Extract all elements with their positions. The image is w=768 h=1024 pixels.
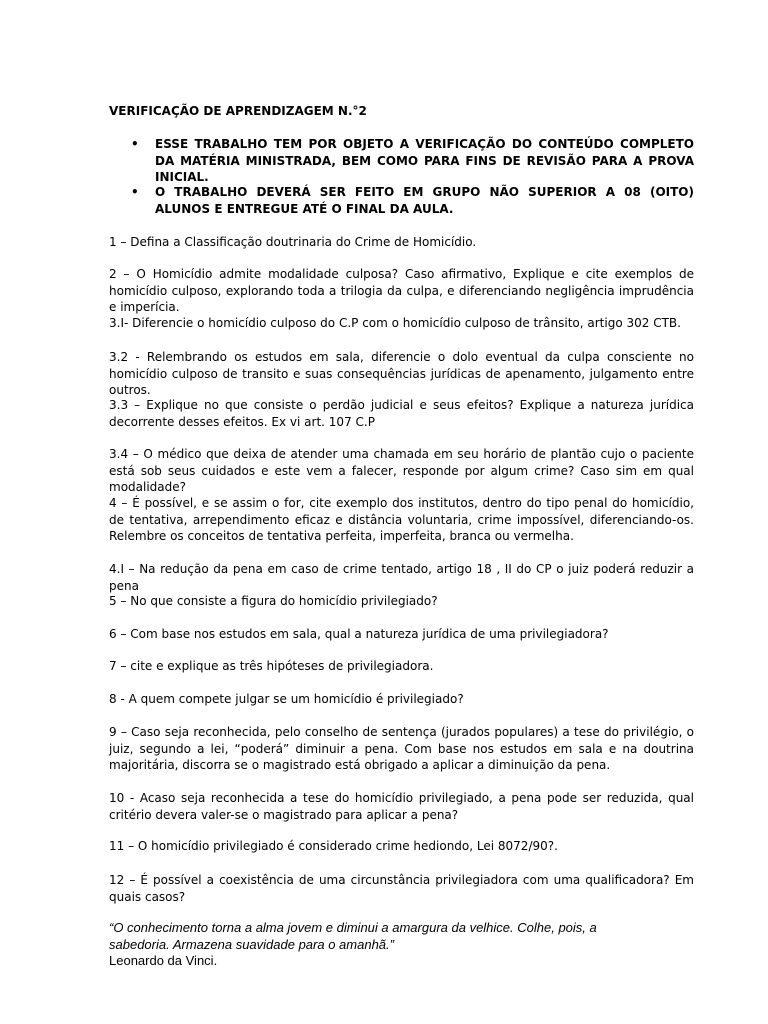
- bullet-text: O TRABALHO DEVERÁ SER FEITO EM GRUPO NÃO SUPERIOR A 08 (OITO) ALUNOS E ENTREGUE ATÉ O FINAL DA AULA.: [155, 185, 694, 216]
- quote-author: Leonardo da Vinci.: [109, 953, 218, 968]
- document-title: VERIFICAÇÃO DE APRENDIZAGEM N.°2: [109, 104, 367, 118]
- closing-quote: [109, 920, 694, 970]
- question-5: 5 – No que consiste a figura do homicídio privilegiado?: [109, 594, 438, 608]
- quote-line-2: sabedoria. Armazena suavidade para o amanhã.”: [109, 936, 394, 952]
- question-3-4: 3.4 – O médico que deixa de atender uma chamada em seu horário de plantão cujo o paciente está sob seus cuidados e este vem a falecer, responde por algum crime? Caso sim em qual modalidade?: [109, 447, 694, 494]
- question-11: 11 – O homicídio privilegiado é considerado crime hediondo, Lei 8072/90?.: [109, 839, 558, 853]
- question-7: 7 – cite e explique as três hipóteses de privilegiadora.: [109, 659, 434, 673]
- question-3-3: 3.3 – Explique no que consiste o perdão judicial e seus efeitos? Explique a natureza jurídica decorrente desses efeitos. Ex vi art. 107 C.P: [109, 398, 694, 429]
- bullet-item: [109, 184, 694, 217]
- bullet-item: [109, 136, 694, 186]
- question-9: 9 – Caso seja reconhecida, pelo conselho de sentença (jurados populares) a tese do privilégio, o juiz, segundo a lei, “poderá” diminuir a pena. Com base nos estudos em sala e na doutrina majoritária, discorra se o magistrado está obrigado a aplicar a diminuição da pena.: [109, 725, 694, 772]
- bullet-dot-icon: •: [131, 137, 139, 151]
- bullet-dot-icon: •: [131, 185, 139, 199]
- question-8: 8 - A quem compete julgar se um homicídio é privilegiado?: [109, 692, 464, 706]
- question-10: 10 - Acaso seja reconhecida a tese do homicídio privilegiado, a pena pode ser reduzida, qual critério devera valer-se o magistrado para aplicar a pena?: [109, 791, 694, 822]
- question-6: 6 – Com base nos estudos em sala, qual a natureza jurídica de uma privilegiadora?: [109, 627, 609, 641]
- quote-line-1: “O conhecimento torna a alma jovem e diminui a amargura da velhice. Colhe, pois, a: [109, 920, 597, 935]
- question-4-1: 4.I – Na redução da pena em caso de crime tentado, artigo 18 , II do CP o juiz poderá reduzir a pena: [109, 562, 694, 593]
- question-12: 12 – É possível a coexistência de uma circunstância privilegiadora com uma qualificadora? Em quais casos?: [109, 873, 694, 904]
- question-3-2: 3.2 - Relembrando os estudos em sala, diferencie o dolo eventual da culpa consciente no homicídio culposo de transito e suas consequências jurídicas de apenamento, julgamento entre outros.: [109, 350, 694, 397]
- question-2: 2 – O Homicídio admite modalidade culposa? Caso afirmativo, Explique e cite exemplos de homicídio culposo, explorando toda a trilogia da culpa, e diferenciando negligência imprudência e imperícia.: [109, 267, 694, 314]
- question-4: 4 – É possível, e se assim o for, cite exemplo dos institutos, dentro do tipo penal do homicídio, de tentativa, arrependimento eficaz e distância voluntaria, crime impossível, diferenciando-os. Relembre os conceitos de tentativa perfeita, imperfeita, branca ou vermelha.: [109, 496, 694, 543]
- bullet-text: ESSE TRABALHO TEM POR OBJETO A VERIFICAÇÃO DO CONTEÚDO COMPLETO DA MATÉRIA MINISTRADA, BEM COMO PARA FINS DE REVISÃO PARA A PROVA INICIAL.: [155, 137, 694, 184]
- question-1: 1 – Defina a Classificação doutrinaria do Crime de Homicídio.: [109, 235, 477, 249]
- question-3-1: 3.I- Diferencie o homicídio culposo do C.P com o homicídio culposo de trânsito, artigo 302 CTB.: [109, 316, 681, 330]
